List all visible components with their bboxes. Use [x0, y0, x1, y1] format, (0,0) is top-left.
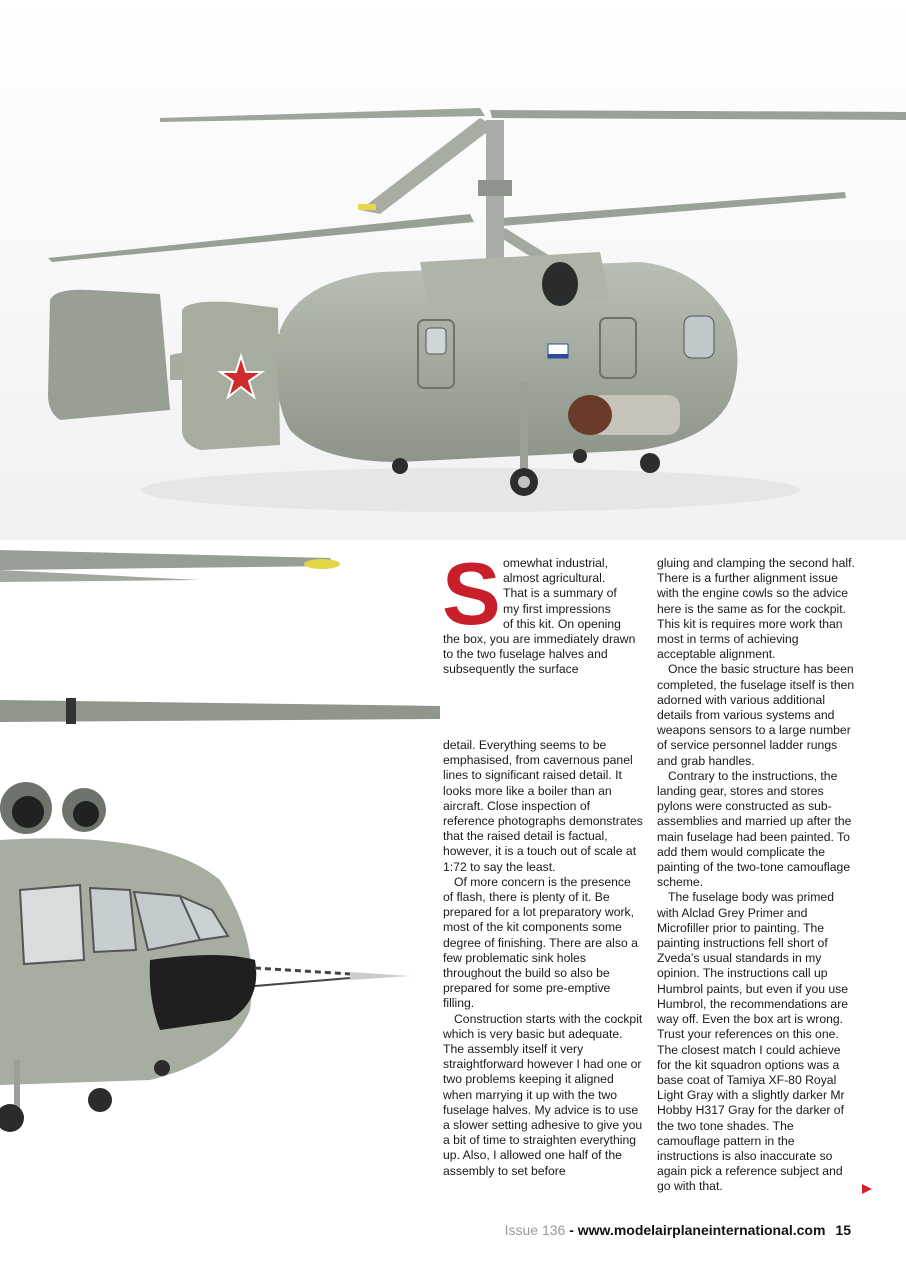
intro-line: omewhat industrial,	[503, 556, 608, 570]
body-paragraph: Contrary to the instructions, the landing gear, stores and stores pylons were constructed as sub-assemblies and married up after the main fuselage had been painted. To add them would complicate the painting of the two-tone camouflage scheme.	[657, 768, 852, 890]
intro-paragraph	[443, 556, 643, 678]
article-column-1	[443, 738, 643, 1179]
body-paragraph: gluing and clamping the second half. There is a further alignment issue with the engine cowls so the advice here is the same as for the cockpit. This kit is requires more work than most in terms of achieving acceptable alignment.	[657, 556, 855, 662]
issue-number: Issue 136	[504, 1222, 566, 1238]
body-paragraph: detail. Everything seems to be emphasised, from cavernous panel lines to significant raised detail. It looks more like a boiler than an aircraft. Close inspection of reference photographs demonstrates that the raised detail is factual, however, it is a touch out of scale at 1:72 to say the least.	[443, 738, 643, 874]
page-number: 15	[835, 1222, 851, 1238]
continue-arrow-icon	[862, 1184, 872, 1194]
svg-text:S: S	[442, 558, 501, 628]
body-paragraph: Construction starts with the cockpit which is very basic but adequate. The assembly itself it very straightforward however I had one or two problems keeping it aligned when marrying it up with the two fuselage halves. My advice is to use a slower setting adhesive to give you a bit of time to straighten everything up. Also, I allowed one half of the assembly to set before	[443, 1011, 643, 1178]
intro-line: almost agricultural.	[503, 571, 606, 586]
intro-line: my first impressions	[503, 601, 611, 616]
body-paragraph: The fuselage body was primed with Alclad Grey Primer and Microfiller prior to painting. The painting instructions fell short of Zveda’s usual standards in my opinion. The instructions call up Humbrol paints, but even if you use Humbrol, the recommendations are way off. Even the box art is wrong. Trust your references on this one. The closest match I could achieve for the kit squadron options was a base coat of Tamiya XF-80 Royal Light Gray with a slightly darker Mr Hobby H317 Gray for the darker of the two tone shades. The camouflage pattern in the instructions is also inaccurate so again pick a reference subject and go with that.	[657, 890, 849, 1194]
website-url: www.modelairplaneinternational.com	[577, 1222, 826, 1238]
intro-rest: the box, you are immediately drawn to the two fuselage halves and subsequently the surface	[443, 632, 636, 677]
body-paragraph: Once the basic structure has been completed, the fuselage itself is then adorned with various additional details from various systems and weapons sensors to a large number of service personnel ladder rungs and grab handles.	[657, 662, 855, 768]
page-footer	[505, 1222, 851, 1238]
article-column-2	[657, 556, 857, 1195]
intro-line: of this kit. On opening	[503, 616, 621, 631]
footer-separator: -	[565, 1222, 578, 1238]
cockpit-closeup-photo	[0, 540, 440, 1160]
body-paragraph: Of more concern is the presence of flash, there is plenty of it. Be prepared for a lot preparatory work, most of the kit components some degree of finishing. There are also a few problematic sink holes throughout the build so also be prepared for some pre-emptive filling.	[443, 874, 638, 1011]
intro-line: That is a summary of	[503, 586, 617, 601]
helicopter-model-photo	[0, 0, 906, 540]
